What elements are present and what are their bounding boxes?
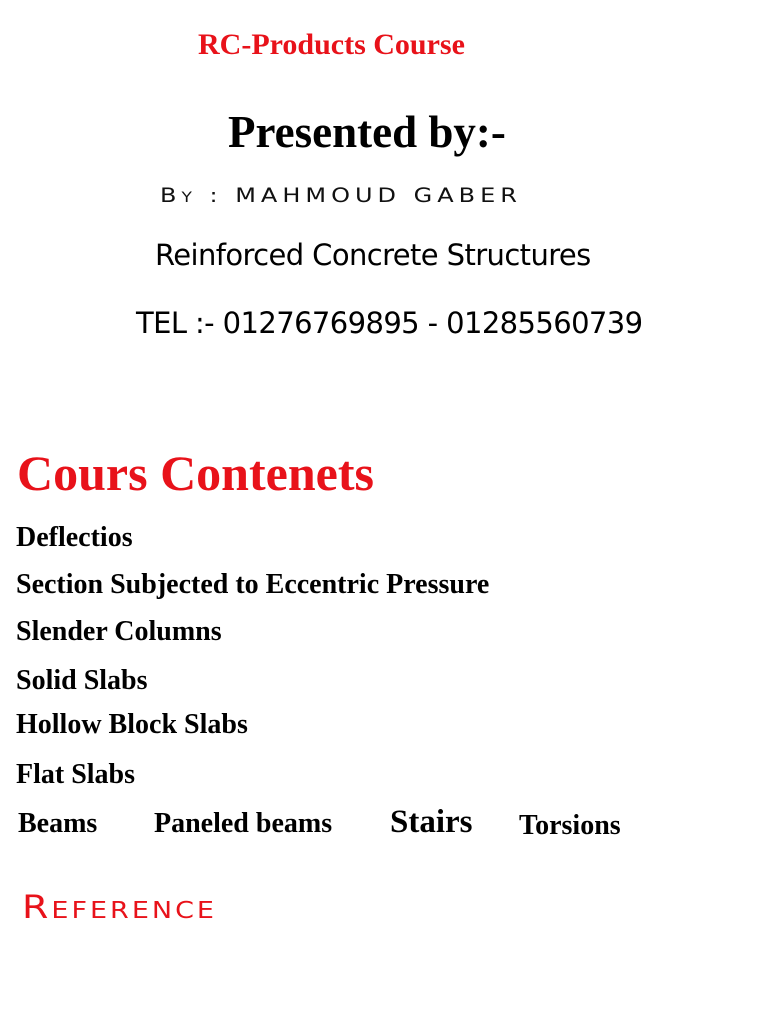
contents-item-solid-slabs: Solid Slabs — [16, 665, 148, 696]
contents-item-beams: Beams — [18, 808, 98, 839]
contents-item-eccentric-pressure: Section Subjected to Eccentric Pressure — [16, 569, 490, 600]
telephone-line: TEL :- 01276769895 - 01285560739 — [136, 306, 643, 340]
contents-item-deflections: Deflectios — [16, 522, 133, 553]
contents-heading: Cours Contenets — [17, 445, 374, 501]
reference-heading: Reference — [22, 888, 217, 926]
contents-item-torsions: Torsions — [519, 810, 621, 841]
subject-line: Reinforced Concrete Structures — [155, 238, 591, 272]
contents-item-hollow-block-slabs: Hollow Block Slabs — [16, 709, 248, 740]
contents-item-slender-columns: Slender Columns — [16, 616, 222, 647]
contents-item-stairs: Stairs — [390, 804, 473, 840]
contents-item-flat-slabs: Flat Slabs — [16, 759, 136, 790]
contents-item-paneled-beams: Paneled beams — [154, 808, 333, 839]
presented-by-heading: Presented by:- — [228, 107, 506, 157]
course-title: RC-Products Course — [198, 28, 465, 61]
author-name: By : MAHMOUD GABER — [160, 184, 522, 207]
